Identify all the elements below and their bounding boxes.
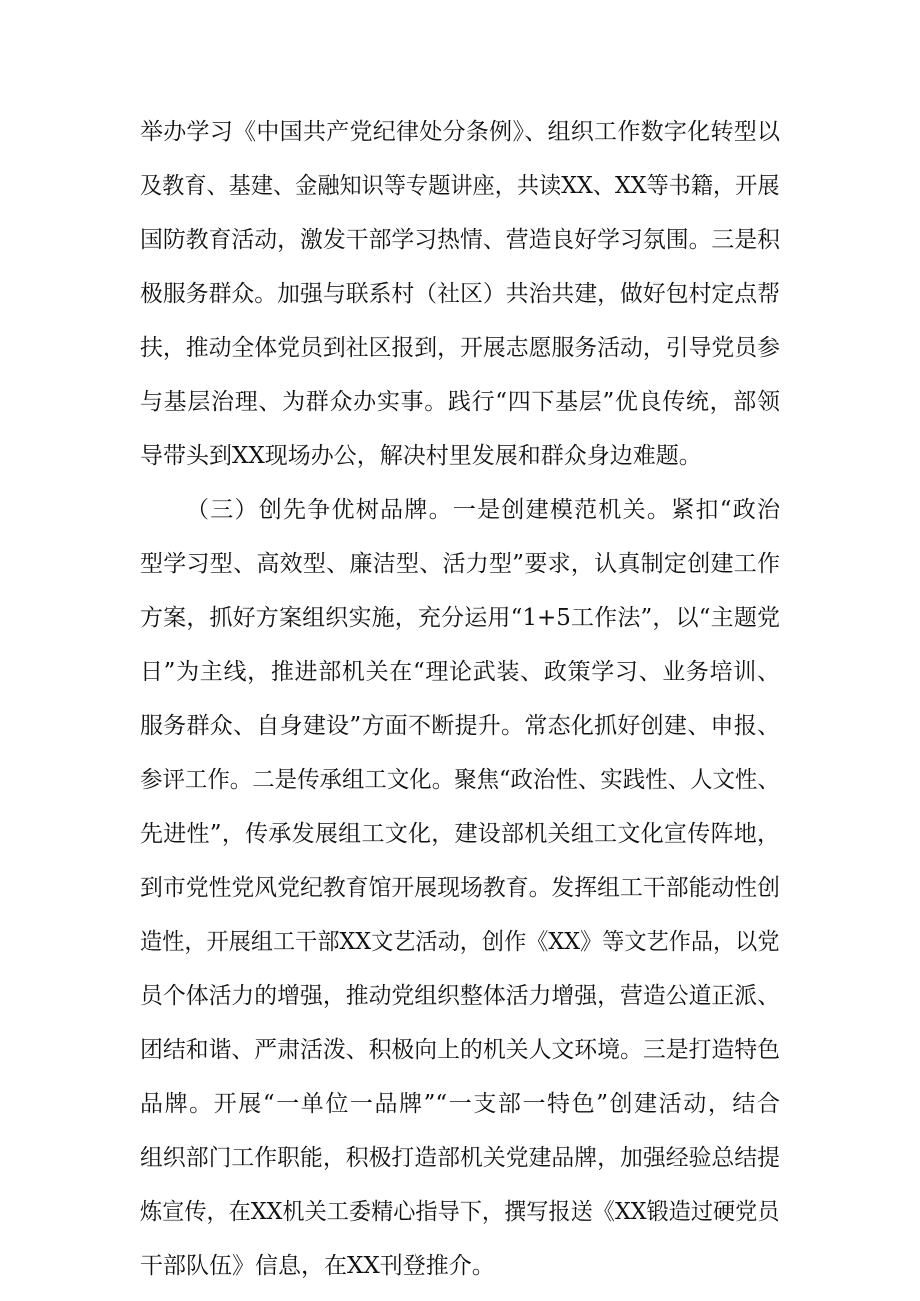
paragraph-line: 举办学习《中国共产党纪律处分条例》、组织工作数字化转型以 <box>140 119 780 145</box>
paragraph-line: 组织部门工作职能，积极打造部机关党建品牌，加强经验总结提 <box>140 1145 780 1171</box>
paragraph-line: 干部队伍》信息，在XX刊登推介。 <box>140 1253 495 1279</box>
paragraph-line: 服务群众、自身建设”方面不断提升。常态化抓好创建、申报、 <box>140 713 780 739</box>
paragraph-line: 日”为主线，推进部机关在“理论武装、政策学习、业务培训、 <box>140 659 780 685</box>
paragraph-line: 品牌。开展“一单位一品牌”“一支部一特色”创建活动，结合 <box>140 1091 780 1117</box>
paragraph-line: 扶，推动全体党员到社区报到，开展志愿服务活动，引导党员参 <box>140 335 780 361</box>
paragraph-line: 员个体活力的增强，推动党组织整体活力增强，营造公道正派、 <box>140 983 780 1009</box>
paragraph-line: 参评工作。二是传承组工文化。聚焦“政治性、实践性、人文性、 <box>140 767 780 793</box>
paragraph-line: 及教育、基建、金融知识等专题讲座，共读XX、XX等书籍，开展 <box>140 173 780 199</box>
paragraph-line: 导带头到XX现场办公，解决村里发展和群众身边难题。 <box>140 443 702 469</box>
paragraph-line: 极服务群众。加强与联系村（社区）共治共建，做好包村定点帮 <box>140 281 780 307</box>
paragraph-line: 方案，抓好方案组织实施，充分运用“1+5工作法”，以“主题党 <box>140 605 780 631</box>
paragraph-line: 到市党性党风党纪教育馆开展现场教育。发挥组工干部能动性创 <box>140 875 780 901</box>
paragraph-line: 型学习型、高效型、廉洁型、活力型”要求，认真制定创建工作 <box>140 551 780 577</box>
paragraph-line: 团结和谐、严肃活泼、积极向上的机关人文环境。三是打造特色 <box>140 1037 780 1063</box>
paragraph-line: 炼宣传，在XX机关工委精心指导下，撰写报送《XX锻造过硬党员 <box>140 1199 780 1225</box>
section-heading-line: （三）创先争优树品牌。一是创建模范机关。紧扣“政治 <box>186 497 780 523</box>
paragraph-line: 先进性”，传承发展组工文化，建设部机关组工文化宣传阵地， <box>140 821 780 847</box>
paragraph-line: 与基层治理、为群众办实事。践行“四下基层”优良传统，部领 <box>140 389 780 415</box>
paragraph-line: 造性，开展组工干部XX文艺活动，创作《XX》等文艺作品，以党 <box>140 929 780 955</box>
paragraph-line: 国防教育活动，激发干部学习热情、营造良好学习氛围。三是积 <box>140 227 780 253</box>
